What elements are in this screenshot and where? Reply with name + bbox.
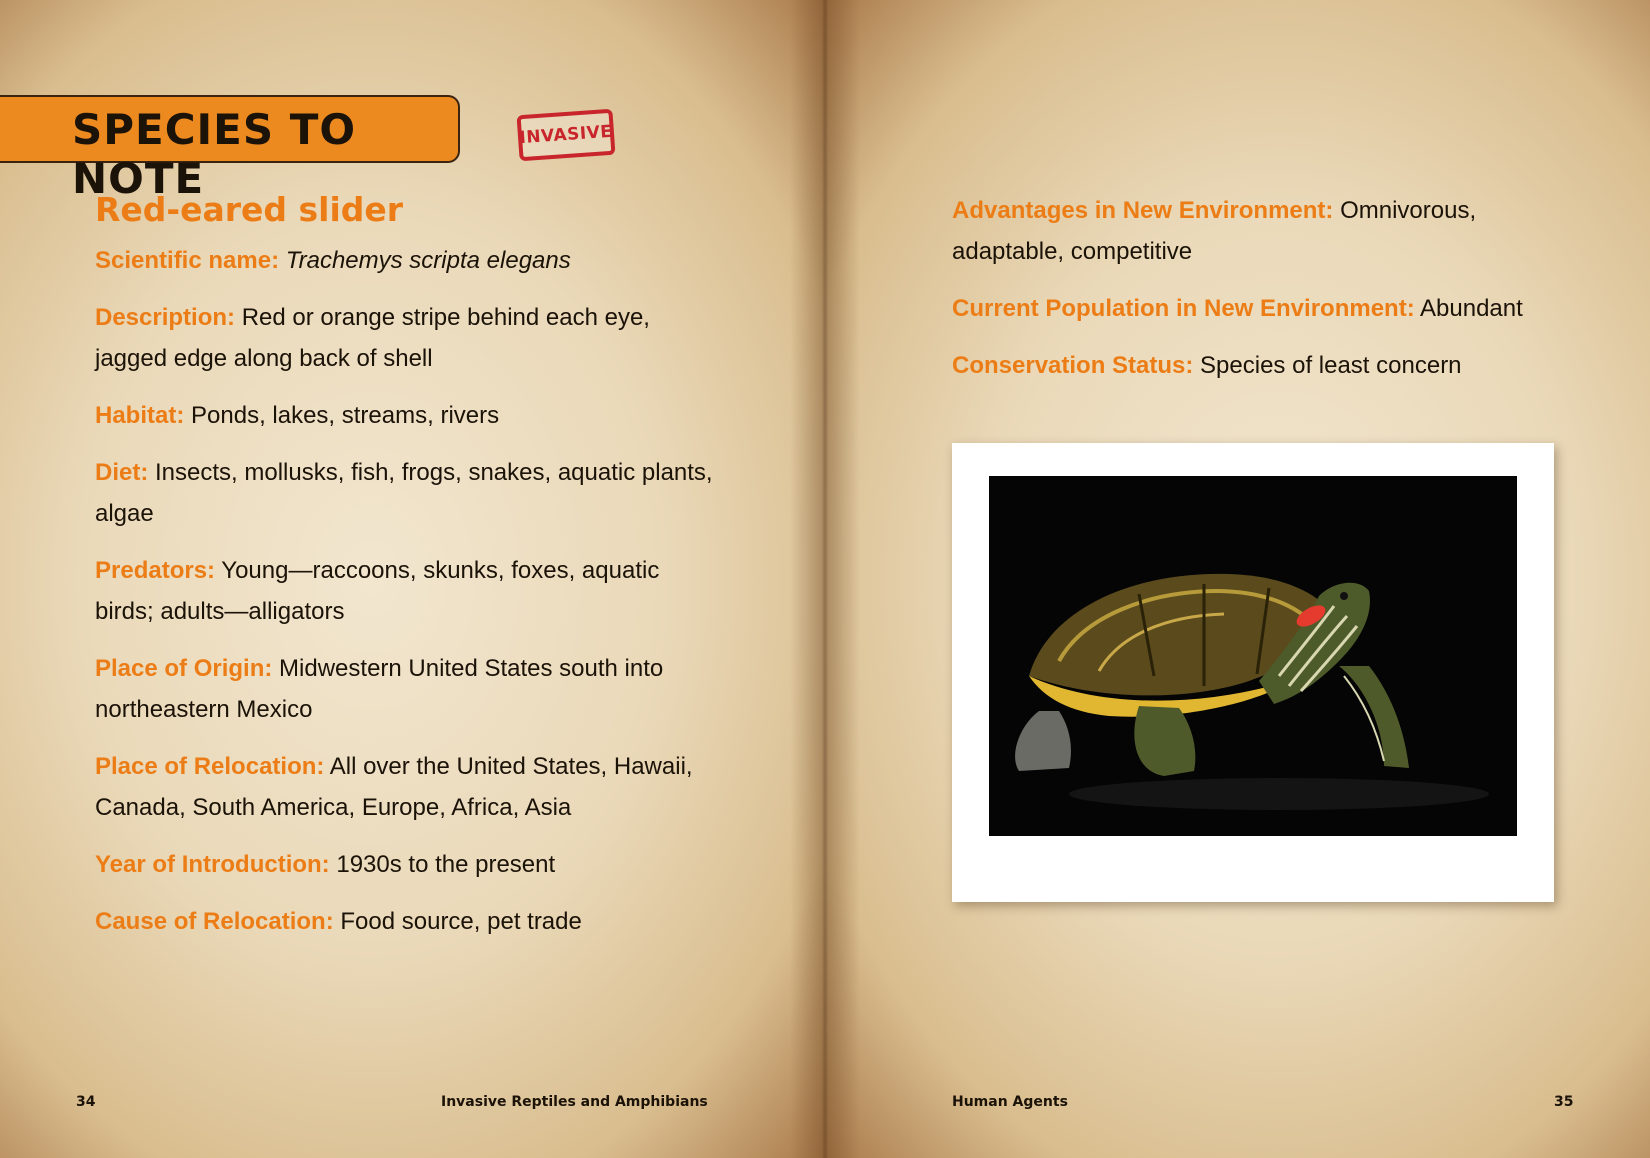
book-gutter xyxy=(790,0,860,1158)
fact-year-of-introduction xyxy=(95,844,715,885)
fact-label: Predators: xyxy=(95,557,216,584)
fact-cause-of-relocation xyxy=(95,901,715,942)
fact-label: Cause of Relocation: xyxy=(95,908,334,935)
fact-current-population xyxy=(952,288,1582,329)
fact-value: Omnivorous, adaptable, competitive xyxy=(952,197,1477,265)
fact-label: Conservation Status: xyxy=(952,352,1194,379)
right-page-number: 35 xyxy=(1554,1094,1574,1110)
fact-label: Scientific name: xyxy=(95,247,280,274)
fact-diet xyxy=(95,452,715,534)
fact-value: Species of least concern xyxy=(1200,352,1462,379)
section-banner-text: SPECIES TO NOTE xyxy=(72,105,357,203)
fact-value: Abundant xyxy=(1420,295,1523,322)
fact-value: All over the United States, Hawaii, Canada, South America, Europe, Africa, Asia xyxy=(95,753,693,821)
fact-value: 1930s to the present xyxy=(336,851,556,878)
left-page-number: 34 xyxy=(76,1094,96,1110)
fact-label: Place of Relocation: xyxy=(95,753,325,780)
fact-place-of-origin xyxy=(95,648,715,730)
fact-label: Diet: xyxy=(95,459,149,486)
left-footer-title: Invasive Reptiles and Amphibians xyxy=(441,1094,708,1110)
fact-label: Current Population in New Environment: xyxy=(952,295,1415,322)
fact-description xyxy=(95,297,715,379)
fact-value: Insects, mollusks, fish, frogs, snakes, aquatic plants, algae xyxy=(95,459,713,527)
fact-value: Midwestern United States south into northeastern Mexico xyxy=(95,655,664,723)
fact-label: Habitat: xyxy=(95,402,185,429)
fact-label: Year of Introduction: xyxy=(95,851,330,878)
fact-label: Place of Origin: xyxy=(95,655,273,682)
fact-value: Red or orange stripe behind each eye, jagged edge along back of shell xyxy=(95,304,650,372)
turtle-illustration xyxy=(989,476,1517,836)
fact-value: Trachemys scripta elegans xyxy=(285,247,571,274)
fact-label: Description: xyxy=(95,304,236,331)
fact-place-of-relocation xyxy=(95,746,715,828)
fact-value: Young—raccoons, skunks, foxes, aquatic birds; adults—alligators xyxy=(95,557,660,625)
fact-predators xyxy=(95,550,715,632)
fact-advantages xyxy=(952,190,1582,272)
fact-conservation-status xyxy=(952,345,1582,386)
species-title: Red-eared slider xyxy=(95,190,404,229)
section-banner xyxy=(0,95,460,203)
fact-label: Advantages in New Environment: xyxy=(952,197,1334,224)
right-footer-chapter: Human Agents xyxy=(952,1094,1068,1110)
fact-habitat xyxy=(95,395,715,436)
fact-list-right xyxy=(952,190,1582,402)
fact-list-left xyxy=(95,240,715,958)
fact-scientific-name xyxy=(95,240,715,281)
turtle-photo xyxy=(989,476,1517,836)
invasive-stamp-text: INVASIVE xyxy=(518,121,614,149)
invasive-stamp xyxy=(517,109,616,162)
fact-value: Food source, pet trade xyxy=(340,908,582,935)
photo-frame xyxy=(952,443,1554,902)
fact-value: Ponds, lakes, streams, rivers xyxy=(191,402,500,429)
